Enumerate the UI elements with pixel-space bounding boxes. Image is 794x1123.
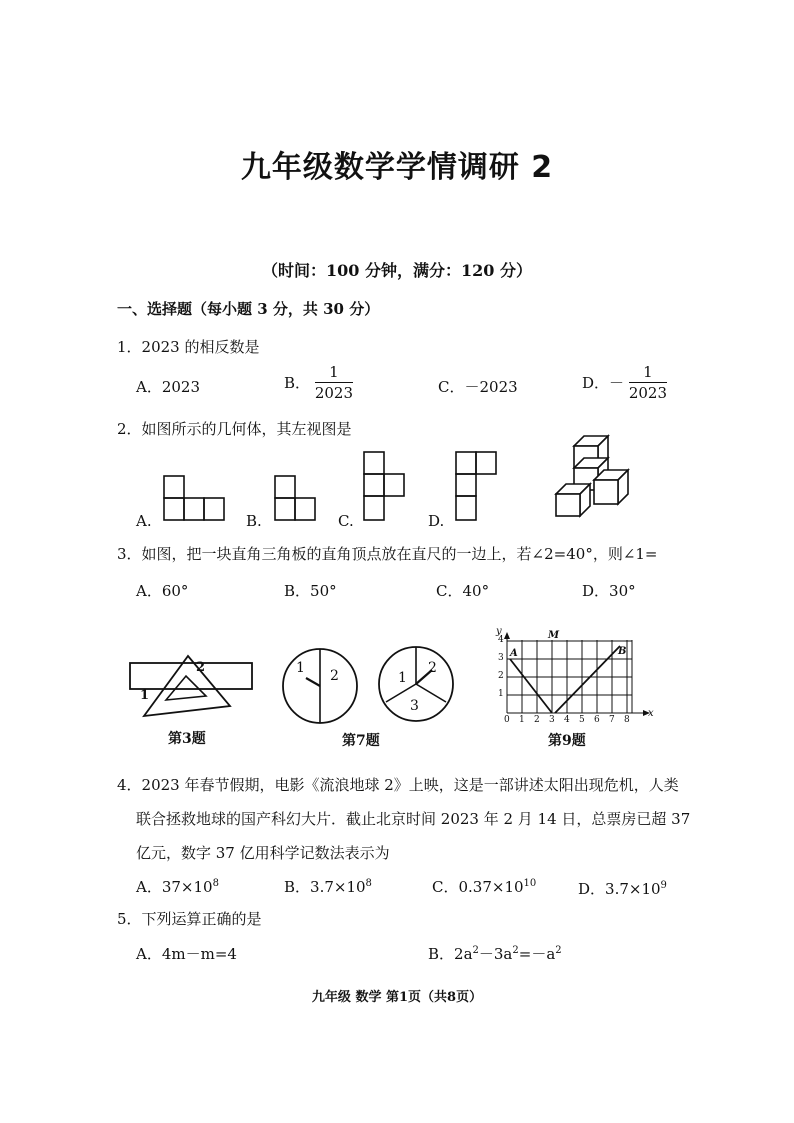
fig9-y-axis-label: y (496, 626, 502, 637)
question-4-line-1: 4．2023 年春节假期，电影《流浪地球 2》上映，这是一部讲述太阳出现危机，人类 (117, 776, 679, 794)
q4-option-d (578, 878, 667, 899)
exam-info: （时间：100 分钟，满分：120 分） (262, 261, 532, 280)
fig9-caption: 第9题 (548, 733, 586, 749)
question-4-line-3: 亿元，数字 37 亿用科学记数法表示为 (136, 844, 390, 862)
q1-option-c: C．－2023 (438, 378, 518, 396)
fig9-point-b: B (618, 646, 627, 657)
option-text: =－a (518, 945, 556, 963)
q3-option-d: D．30° (582, 582, 636, 600)
exponent: 8 (212, 878, 219, 889)
numerator: 1 (315, 362, 353, 383)
fig3-angle-2-label: 2 (196, 660, 206, 675)
fig7a-label-2: 2 (330, 668, 339, 684)
q4-option-a (136, 876, 219, 897)
q2-option-d: D. (428, 512, 445, 530)
exponent: 2 (472, 945, 479, 956)
q3-option-b: B．50° (284, 582, 337, 600)
fig9-x-tick: 4 (564, 715, 570, 725)
fig9-y-tick: 4 (498, 635, 504, 645)
exponent: 2 (512, 945, 519, 956)
exponent: 9 (660, 880, 667, 891)
fig7-caption: 第7题 (342, 733, 380, 749)
fig3-caption: 第3题 (168, 731, 206, 747)
q2-option-a: A. (136, 512, 152, 530)
exponent: 8 (365, 878, 372, 889)
fig7b-label-3: 3 (410, 698, 419, 714)
fig9-y-tick: 2 (498, 671, 504, 681)
question-1-stem: 1．2023 的相反数是 (117, 338, 260, 356)
fig9-x-axis-label: x (648, 708, 654, 719)
fig9-point-a: A (510, 648, 518, 659)
option-text: B．2a (428, 945, 473, 963)
fig9-x-tick: 6 (594, 715, 600, 725)
option-text: C．0.37×10 (432, 878, 524, 896)
section-heading: 一、选择题（每小题 3 分，共 30 分） (117, 300, 380, 318)
option-text: A．37×10 (136, 878, 213, 896)
page-footer: 九年级 数学 第1页（共8页） (311, 990, 483, 1005)
q1-option-d-label: D．－ (582, 374, 625, 392)
q1-option-a: A．2023 (136, 378, 201, 396)
fig9-y-tick: 1 (498, 689, 504, 699)
q2-option-b: B. (246, 512, 262, 530)
question-5-stem: 5．下列运算正确的是 (117, 910, 262, 928)
denominator: 2023 (628, 384, 667, 402)
fig9-x-tick: 5 (579, 715, 585, 725)
fig9-x-tick: 1 (519, 715, 525, 725)
fig9-x-tick: 2 (534, 715, 540, 725)
fig3-angle-1-label: 1 (140, 688, 150, 703)
question-2-stem: 2．如图所示的几何体，其左视图是 (117, 420, 352, 438)
q5-option-b (428, 943, 562, 964)
fig7b-label-2: 2 (428, 660, 437, 676)
fig7a-label-1: 1 (296, 660, 305, 676)
numerator: 1 (629, 362, 667, 383)
path-a-m (510, 659, 552, 713)
fig9-x-tick: 3 (549, 715, 555, 725)
q4-option-b (284, 876, 372, 897)
question-4-line-2: 联合拯救地球的国产科幻大片．截止北京时间 2023 年 2 月 14 日，总票房已超 37 (136, 810, 691, 828)
q4-option-c (432, 876, 536, 897)
exponent: 2 (555, 945, 562, 956)
option-text: B．3.7×10 (284, 878, 366, 896)
path-m-b (555, 646, 620, 713)
fig9-x-tick: 8 (624, 715, 630, 725)
denominator: 2023 (314, 384, 353, 402)
fig9-x-tick: 7 (609, 715, 615, 725)
fig7b-label-1: 1 (398, 670, 407, 686)
option-text: D．3.7×10 (578, 880, 661, 898)
q3-option-c: C．40° (436, 582, 490, 600)
page-title: 九年级数学学情调研 2 (240, 150, 554, 185)
fig9-point-m: M (548, 630, 560, 641)
q3-option-a: A．60° (136, 582, 189, 600)
option-text: －3a (478, 945, 513, 963)
fig9-x-tick: 0 (504, 715, 510, 725)
fig9-y-tick: 3 (498, 653, 504, 663)
q1-option-b-label: B． (284, 374, 311, 392)
exponent: 10 (523, 878, 537, 889)
question-3-stem: 3．如图，把一块直角三角板的直角顶点放在直尺的一边上，若∠2=40°，则∠1= (117, 545, 658, 563)
q2-option-c: C. (338, 512, 354, 530)
q5-option-a: A．4m－m=4 (136, 945, 237, 963)
